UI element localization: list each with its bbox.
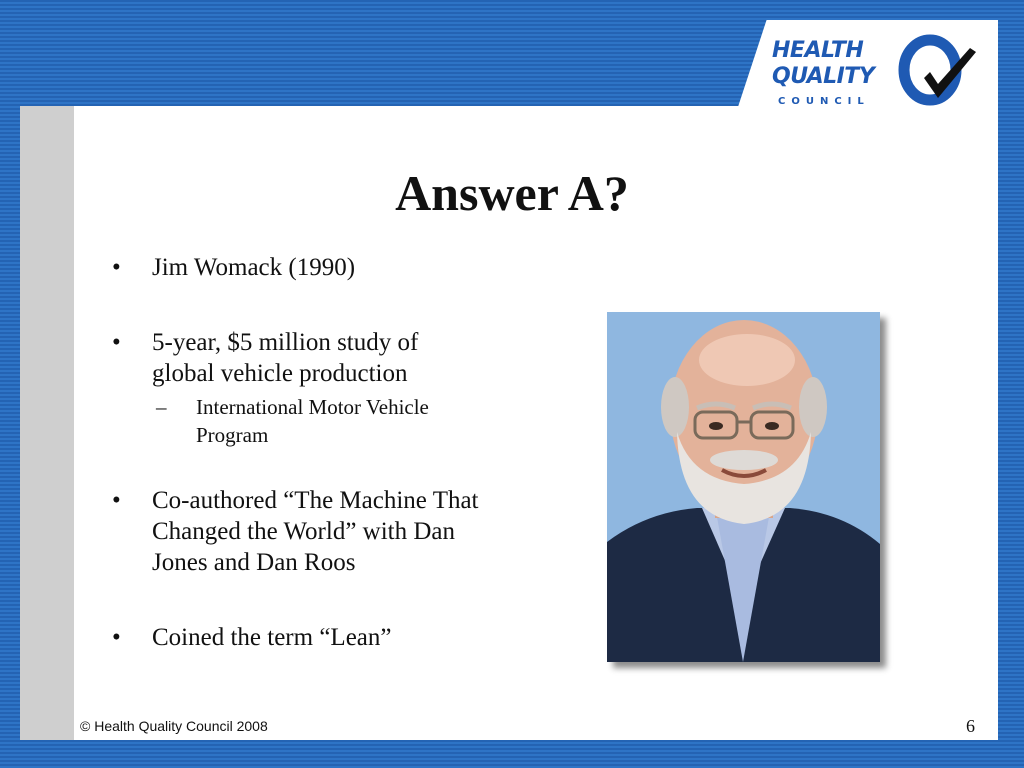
bullet-item — [112, 252, 532, 283]
portrait-image — [607, 312, 880, 662]
slide-title: Answer A? — [395, 165, 629, 221]
bullet-text: Jim Womack (1990) — [152, 254, 356, 281]
bullet-text: Coined the term “Lean” — [152, 624, 392, 651]
bullet-item — [112, 485, 532, 578]
bullet-symbol: • — [112, 487, 121, 514]
bullet-item — [112, 622, 532, 653]
portrait-photo — [607, 312, 880, 662]
bullet-text: Co-authored “The Machine That Changed the World” with Dan Jones and Dan Roos — [152, 487, 479, 576]
footer-copyright: © Health Quality Council 2008 — [80, 718, 268, 734]
sub-bullet-item — [152, 393, 496, 449]
bullet-list — [112, 252, 532, 653]
bullet-symbol: • — [112, 254, 121, 281]
sub-bullet-text: International Motor Vehicle Program — [196, 395, 429, 447]
health-quality-council-logo — [772, 34, 987, 116]
bullet-text: 5-year, $5 million study of global vehicle production — [152, 329, 419, 387]
bullet-item — [112, 327, 532, 389]
bullet-symbol: • — [112, 329, 121, 356]
logo-text-health: HEALTH — [772, 38, 864, 63]
bullet-symbol: • — [112, 624, 121, 651]
page-number: 6 — [966, 716, 975, 736]
q-checkmark-icon — [884, 34, 984, 114]
sub-bullet-symbol: – — [156, 395, 167, 419]
logo-text-quality: QUALITY — [772, 64, 875, 89]
logo-text-council: COUNCIL — [778, 96, 870, 107]
